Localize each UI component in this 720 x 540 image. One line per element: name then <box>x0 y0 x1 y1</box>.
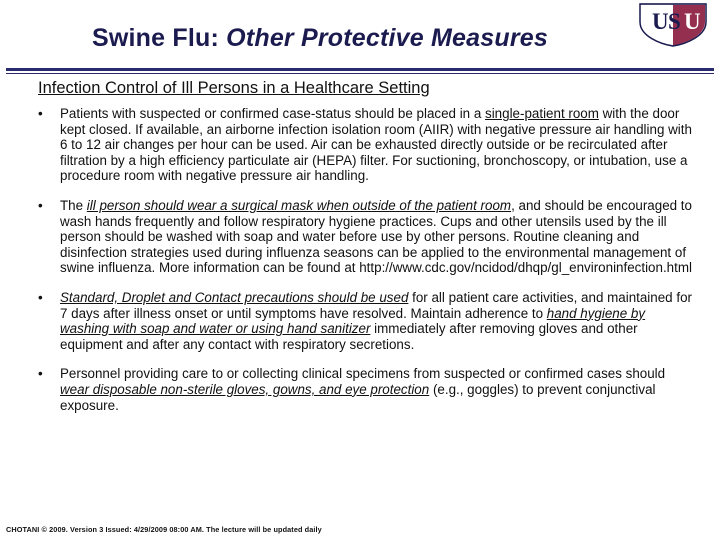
bullet-text-standard-droplet-contact: Standard, Droplet and Contact precautions should be used for all patient care activities, and maintained for 7 days after illness onset or until symptoms have resolved. Maintain adherence to hand hygiene by washing with soap and water or using hand sanitizer immediately after removing gloves and other equipment and after any contact with respiratory secretions. <box>60 289 692 352</box>
section-subheading: Infection Control of Ill Persons in a Healthcare Setting <box>38 79 430 97</box>
bullet-marker: • <box>38 289 43 305</box>
list-item <box>34 366 694 413</box>
page-title <box>0 24 640 53</box>
header-divider-thin <box>6 73 714 74</box>
bullet-marker: • <box>38 197 43 213</box>
bullet-text-surgical-mask: The ill person should wear a surgical mask when outside of the patient room, and should be encouraged to wash hands frequently and follow respiratory hygiene practices. Cups and other utensils used by the ill person should be washed with soap and water before use by other persons. Routine cleaning and disinfection strategies used during influenza seasons can be applied to the environmental management of swine influenza. More information can be found at http://www.cdc.gov/ncidod/dhqp/gl_environinfection.html <box>60 197 692 276</box>
bullet-text-single-patient-room: Patients with suspected or confirmed case-status should be placed in a single-patient room with the door kept closed. If available, an airborne infection isolation room (AIIR) with negative pressure air handling with 6 to 12 air changes per hour can be used. Air can be exhausted directly outside or be recirculated after filtration by a high efficiency particulate air (HEPA) filter. For suctioning, bronchoscopy, or intubation, use a procedure room with negative pressure air handling. <box>60 106 692 184</box>
usu-shield-logo <box>634 2 712 48</box>
list-item <box>34 198 694 276</box>
footer-attribution: CHOTANI © 2009. Version 3 Issued: 4/29/2009 08:00 AM. The lecture will be updated daily <box>6 525 322 534</box>
bullet-marker: • <box>38 106 43 121</box>
title-prefix: Swine Flu: <box>92 24 220 52</box>
list-item <box>34 106 694 184</box>
bullet-marker: • <box>38 366 43 382</box>
svg-text:U: U <box>684 9 701 34</box>
header-divider-thick <box>6 68 714 71</box>
bullet-text-specimen-collection-ppe: Personnel providing care to or collecting clinical specimens from suspected or confirmed cases should wear disposable non-sterile gloves, gowns, and eye protection (e.g., goggles) to prevent conjunctival exposure. <box>60 366 666 413</box>
svg-text:U: U <box>652 9 669 34</box>
svg-text:S: S <box>668 9 681 34</box>
bullet-list <box>34 106 694 427</box>
title-emphasis: Other Protective Measures <box>226 24 548 52</box>
list-item <box>34 290 694 352</box>
